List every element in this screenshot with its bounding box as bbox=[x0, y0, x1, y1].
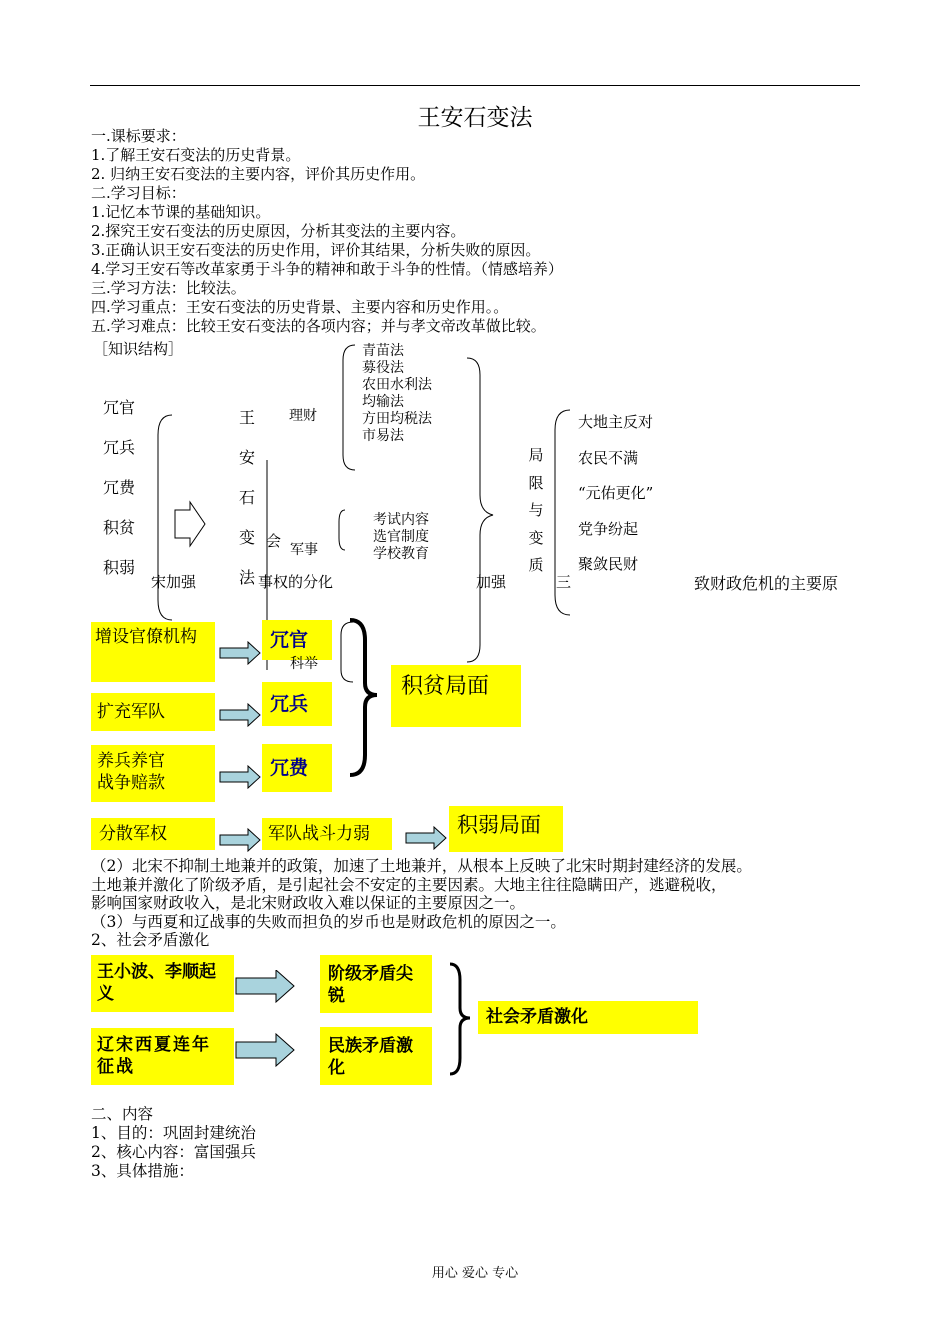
flow2-brace bbox=[440, 960, 480, 1080]
intro-line: 2. 归纳王安石变法的主要内容，评价其历史作用。 bbox=[91, 165, 426, 183]
flow-box-text: 养兵养官 bbox=[97, 751, 165, 771]
intro-line: 3.正确认识王安石变法的历史作用，评价其结果，分析失败的原因。 bbox=[91, 241, 541, 259]
intro-line: 四.学习重点：王安石变法的历史背景、主要内容和历史作用。。 bbox=[91, 298, 509, 316]
paragraph-line: 土地兼并激化了阶级矛盾，是引起社会不安定的主要因素。大地主往往隐瞒田产，逃避税收， bbox=[91, 875, 727, 894]
military-label: 军事 bbox=[290, 542, 318, 558]
knowledge-heading: ［知识结构］ bbox=[93, 340, 184, 358]
flow-box-text: 战争赔款 bbox=[97, 773, 165, 793]
flow2-box-text: 阶级矛盾尖锐 bbox=[328, 964, 413, 1006]
finance-item: 青苗法 bbox=[362, 343, 404, 359]
exam-item: 学校教育 bbox=[373, 546, 429, 562]
finance-item: 均输法 bbox=[362, 394, 404, 410]
section-heading: 2、社会矛盾激化 bbox=[91, 931, 210, 949]
limits-items bbox=[578, 405, 653, 583]
flow-result-weakness bbox=[449, 806, 563, 852]
cause-item: 积贫 bbox=[103, 518, 136, 537]
exam-item: 选官制度 bbox=[373, 529, 429, 545]
flow2-result-text: 社会矛盾激化 bbox=[486, 1007, 588, 1027]
arrow-icon bbox=[220, 766, 260, 788]
intro-line: 五.学习难点：比较王安石变法的各项内容；并与孝文帝改革做比较。 bbox=[91, 317, 546, 335]
flow-box-costs bbox=[91, 745, 215, 802]
cause-item: 冗费 bbox=[103, 478, 136, 497]
flow2-box-class bbox=[320, 955, 432, 1013]
finance-item: 方田均税法 bbox=[362, 411, 432, 427]
flow2-box-wars bbox=[91, 1028, 234, 1085]
finance-items bbox=[362, 343, 432, 445]
cause-item: 冗官 bbox=[103, 398, 136, 417]
flow2-box-text: 王小波、李顺起义 bbox=[97, 962, 216, 1004]
flow-box-power bbox=[91, 818, 215, 850]
flow-result-text: 积弱局面 bbox=[457, 813, 541, 837]
overlap-text: 致财政危机的主要原 bbox=[694, 574, 839, 593]
arrow-icon bbox=[406, 827, 446, 849]
content-item: 1、目的：巩固封建统治 bbox=[91, 1124, 256, 1142]
content-item: 3、具体措施： bbox=[91, 1162, 194, 1180]
intro-line: 4.学习王安石等改革家勇于斗争的精神和敢于斗争的性情。（情感培养） bbox=[91, 260, 563, 278]
exam-label: 科举 bbox=[290, 656, 318, 672]
flow2-box-text: 民族矛盾激化 bbox=[328, 1036, 413, 1078]
flow2-box-text: 辽宋西夏连年征战 bbox=[97, 1035, 211, 1077]
arrow-icon bbox=[236, 970, 294, 1002]
causes-list bbox=[103, 388, 135, 588]
exam-items bbox=[373, 512, 429, 563]
arrow-icon bbox=[220, 642, 260, 664]
flow1-arrow-weak bbox=[404, 825, 450, 855]
paragraph-line: 影响国家财政收入，是北宋财政收入难以保证的主要原因之一。 bbox=[91, 894, 526, 912]
flow-box-text: 增设官僚机构 bbox=[95, 627, 197, 647]
overlap-text: 三 bbox=[556, 573, 572, 591]
limits-item: “元佑更化” bbox=[578, 484, 654, 502]
finance-label: 理财 bbox=[289, 408, 317, 424]
reform-char: 石 bbox=[238, 488, 255, 507]
flow-result-text: 冗费 bbox=[270, 757, 309, 779]
flow1-brace bbox=[335, 615, 385, 780]
limits-item: 聚敛民财 bbox=[578, 555, 639, 573]
page-footer: 用心 爱心 专心 bbox=[431, 1266, 519, 1281]
limits-char: 变 bbox=[528, 528, 544, 547]
overlap-text: 事权的分化 bbox=[258, 573, 334, 591]
exam-item: 考试内容 bbox=[373, 512, 429, 528]
paragraph-line: （2）北宋不抑制土地兼并的政策，加速了土地兼并，从根本上反映了北宋时期封建经济的发展。 bbox=[91, 857, 752, 875]
arrow-icon bbox=[236, 1034, 294, 1066]
flow-result-army bbox=[262, 682, 332, 726]
intro-line: 1.了解王安石变法的历史背景。 bbox=[91, 146, 301, 164]
flow1-arrows bbox=[218, 640, 262, 860]
intro-line: 二.学习目标： bbox=[91, 184, 186, 202]
reform-char: 变 bbox=[238, 528, 255, 547]
limits-char: 局 bbox=[528, 446, 544, 464]
overlap-text: 会 bbox=[266, 532, 282, 550]
flow-result-text: 积贫局面 bbox=[401, 674, 490, 699]
limits-char: 限 bbox=[528, 473, 544, 492]
content-item: 2、核心内容：富国强兵 bbox=[91, 1143, 256, 1161]
intro-line: 一.课标要求： bbox=[91, 127, 186, 145]
flow-result-text: 军队战斗力弱 bbox=[268, 824, 370, 844]
flow-result-costs bbox=[262, 744, 332, 792]
cause-item: 冗兵 bbox=[103, 438, 136, 457]
limits-item: 农民不满 bbox=[578, 448, 639, 467]
limits-bracket bbox=[545, 405, 575, 620]
reform-char: 王 bbox=[238, 408, 255, 427]
arrow-icon bbox=[220, 829, 260, 851]
limits-char: 与 bbox=[528, 501, 544, 519]
flow-box-text: 分散军权 bbox=[99, 824, 167, 844]
flow2-box-ethnic bbox=[320, 1027, 432, 1085]
top-rule bbox=[90, 85, 860, 86]
intro-line: 三.学习方法：比较法。 bbox=[91, 279, 246, 297]
limits-item: 大地主反对 bbox=[578, 413, 654, 431]
flow-result-text: 冗官 bbox=[270, 629, 309, 651]
limits-vertical bbox=[527, 442, 545, 580]
paragraph-line: （3）与西夏和辽战事的失败而担负的岁币也是财政危机的原因之一。 bbox=[91, 912, 566, 931]
finance-item: 市易法 bbox=[362, 428, 404, 444]
overlap-text: 宋加强 bbox=[151, 573, 197, 591]
finance-item: 农田水利法 bbox=[362, 377, 432, 393]
diagram-lines-left bbox=[150, 410, 220, 630]
arrow-icon bbox=[220, 704, 260, 726]
intro-section bbox=[91, 127, 563, 336]
flow-box-text: 扩充军队 bbox=[97, 702, 165, 722]
intro-line: 1.记忆本节课的基础知识。 bbox=[91, 203, 271, 221]
flow-box-army bbox=[91, 693, 215, 731]
flow2-result bbox=[478, 1001, 698, 1034]
flow-result-poverty bbox=[391, 665, 521, 727]
flow2-box-uprising bbox=[91, 955, 234, 1012]
intro-line: 2.探究王安石变法的历史原因，分析其变法的主要内容。 bbox=[91, 222, 466, 240]
reform-char: 安 bbox=[238, 448, 255, 467]
flow-box-officials bbox=[91, 622, 215, 682]
flow2-arrows bbox=[234, 970, 298, 1070]
reform-vertical bbox=[238, 398, 256, 598]
flow-result-text: 冗兵 bbox=[270, 693, 309, 715]
finance-item: 募役法 bbox=[362, 360, 404, 376]
flow-result-weak-army bbox=[262, 818, 392, 850]
reform-char: 法 bbox=[238, 568, 255, 587]
page-title: 王安石变法 bbox=[417, 105, 533, 131]
content-heading: 二、内容 bbox=[91, 1105, 154, 1123]
cause-item: 积弱 bbox=[103, 558, 136, 577]
overlap-text: 加强 bbox=[476, 573, 507, 591]
limits-item: 党争纷起 bbox=[578, 519, 639, 538]
content-section bbox=[91, 1105, 256, 1181]
limits-char: 质 bbox=[528, 556, 544, 574]
body-paragraph bbox=[91, 857, 752, 950]
